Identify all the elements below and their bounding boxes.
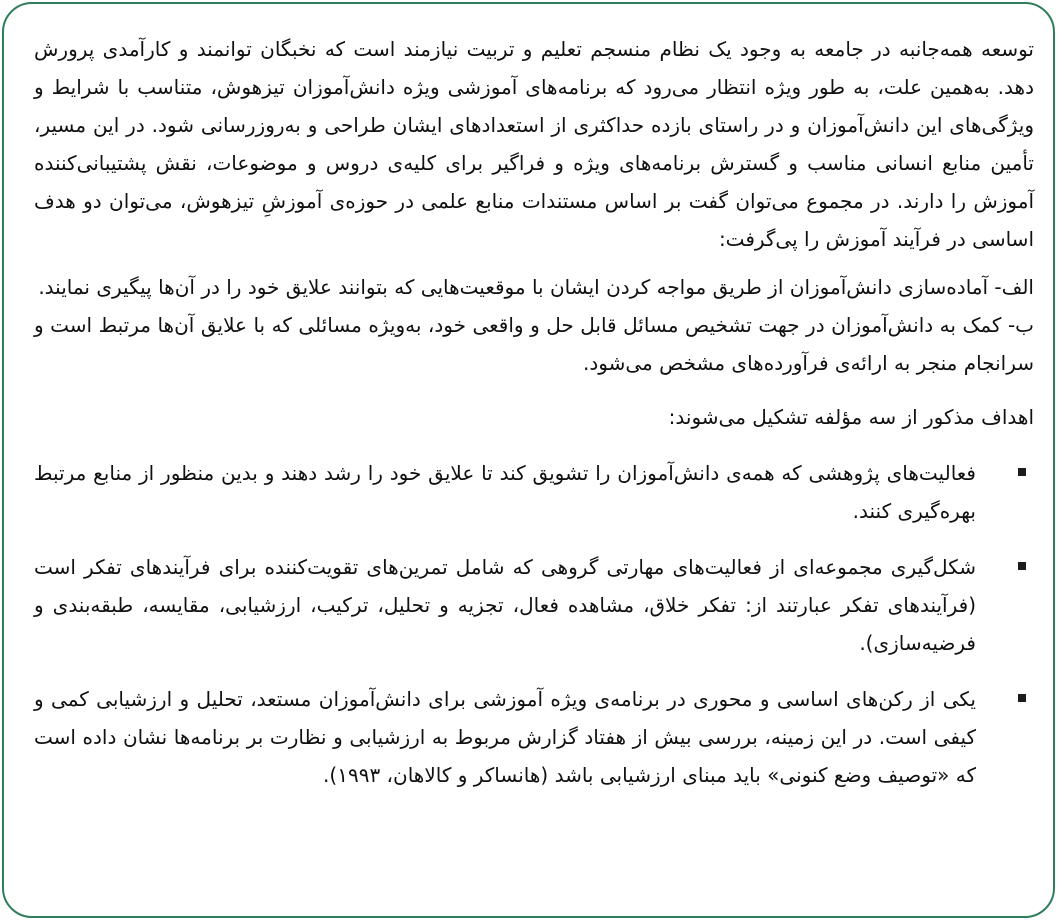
- component-item: [34, 454, 1034, 530]
- component-text: فعالیت‌های پژوهشی که همه‌ی دانش‌آموزان را تشویق کند تا علایق خود را رشد دهند و بدین منظور از منابع مرتبط بهره‌گیری کنند.: [34, 461, 976, 523]
- components-heading: اهداف مذکور از سه مؤلفه تشکیل می‌شوند:: [668, 405, 1034, 429]
- component-text: شکل‌گیری مجموعه‌ای از فعالیت‌های مهارتی گروهی که شامل تمرین‌های تقویت‌کننده برای فرآیندهای تفکر است (فرآیندهای تفکر عبارتند از: تفکر خلاق، مشاهده فعال، تجزیه و تحلیل، ترکیب، ارزشیابی، مقایسه، طبقه‌بندی و فرضیه‌سازی).: [34, 555, 976, 655]
- intro-paragraph: توسعه همه‌جانبه در جامعه به وجود یک نظام منسجم تعلیم و تربیت نیازمند است که نخبگان توانمند و کارآمدی پرورش دهد. به‌همین علت، به طور ویژه انتظار می‌رود که برنامه‌های آموزشی ویژه دانش‌آموزان تیزهوش، متناسب با شرایط و ویژگی‌های این دانش‌آموزان و در راستای بازده حداکثری از استعدادهای ایشان طراحی و به‌روزرسانی شود. در این مسیر، تأمین منابع انسانی مناسب و گسترش برنامه‌های ویژه و فراگیر برای کلیه‌ی دروس و موضوعات، نقش پشتیبانی‌کننده آموزش را دارند. در مجموع می‌توان گفت بر اساس مستندات منابع علمی در حوزه‌ی آموزشِ تیزهوش، می‌توان دو هدف اساسی در فرآیند آموزش را پی‌گرفت:: [34, 37, 1034, 251]
- square-bullet-icon: [1018, 468, 1026, 476]
- component-item: [34, 548, 1034, 662]
- square-bullet-icon: [1018, 562, 1026, 570]
- goal-item-be: ب- کمک به دانش‌آموزان در جهت تشخیص مسائل قابل حل و واقعی خود، به‌ویژه مسائلی که با علایق آن‌ها مرتبط است و سرانجام منجر به ارائه‌ی فرآورده‌های مشخص می‌شود.: [34, 313, 1034, 375]
- components-list: [34, 454, 1034, 794]
- component-text: یکی از رکن‌های اساسی و محوری در برنامه‌ی ویژه آموزشی برای دانش‌آموزان مستعد، تحلیل و ارزشیابی کمی و کیفی است. در این زمینه، بررسی بیش از هفتاد گزارش مربوط به ارزشیابی و نظارت بر برنامه‌ها نشان داده است که «توصیف وضع کنونی» باید مبنای ارزشیابی باشد (هانساکر و کالاهان، ۱۹۹۳).: [34, 687, 976, 787]
- goal-item-alef: الف- آماده‌سازی دانش‌آموزان از طریق مواجه کردن ایشان با موقعیت‌هایی که بتوانند علایق خود را در آن‌ها پیگیری نمایند.: [38, 275, 1034, 299]
- document-frame: [2, 2, 1055, 918]
- component-item: [34, 680, 1034, 794]
- square-bullet-icon: [1018, 694, 1026, 702]
- goals-list: [34, 268, 1034, 382]
- document-body: [34, 30, 1034, 812]
